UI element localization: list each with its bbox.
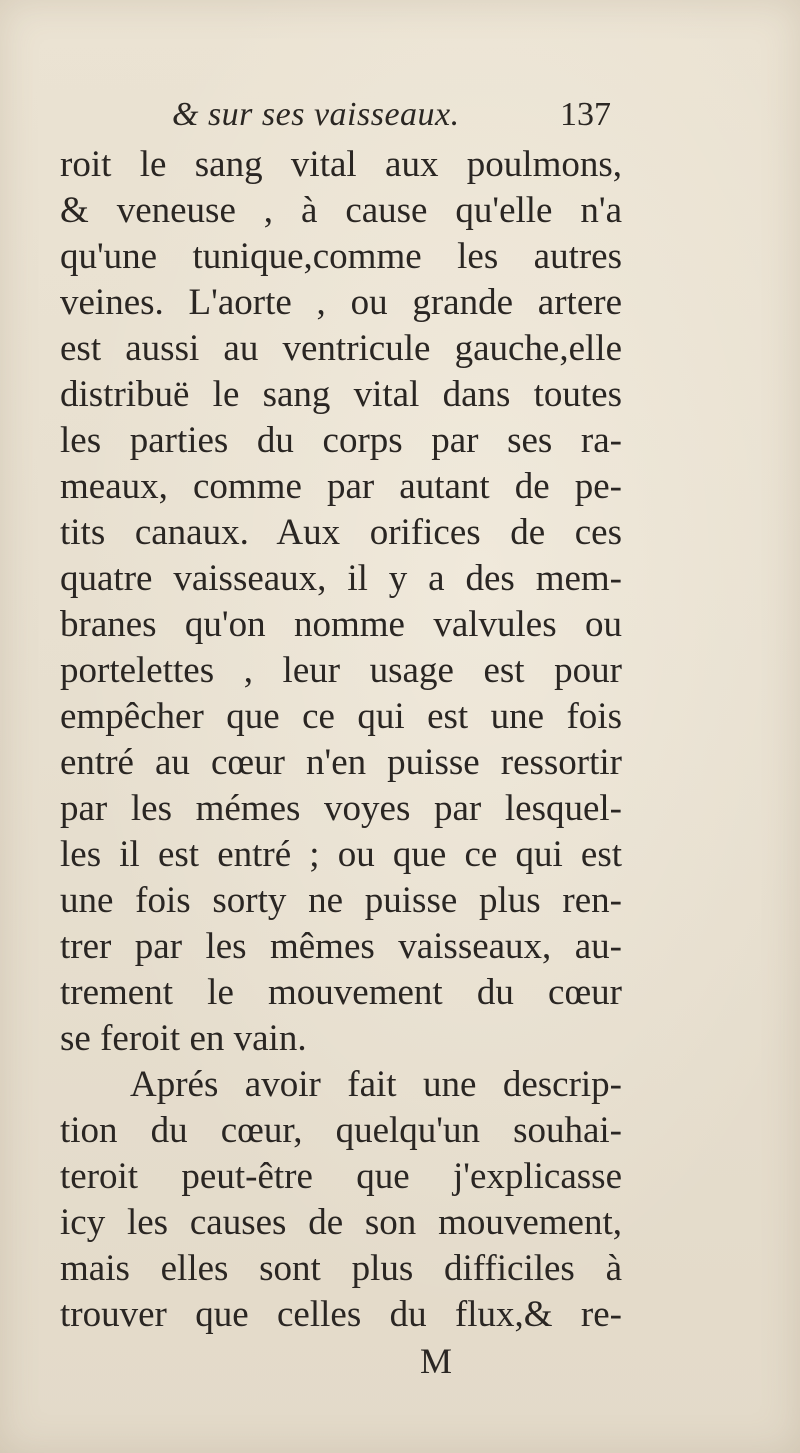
text-line: trement le mouvement du cœur bbox=[60, 972, 622, 1013]
text-line: quatre vaisseaux, il y a des mem- bbox=[60, 558, 622, 599]
text-line: se feroit en vain. bbox=[60, 1018, 307, 1059]
text-line: roit le sang vital aux poulmons, bbox=[60, 144, 622, 185]
text-line: les parties du corps par ses ra- bbox=[60, 420, 622, 461]
page-header bbox=[0, 96, 800, 144]
text-line: tion du cœur, quelqu'un souhai- bbox=[60, 1110, 622, 1151]
text-line: distribuë le sang vital dans toutes bbox=[60, 374, 622, 415]
text-line: Aprés avoir fait une descrip- bbox=[130, 1064, 622, 1105]
text-line: teroit peut-être que j'explicasse bbox=[60, 1156, 622, 1197]
text-line: icy les causes de son mouvement, bbox=[60, 1202, 622, 1243]
page-number: 137 bbox=[560, 96, 611, 133]
text-line: veines. L'aorte , ou grande artere bbox=[60, 282, 622, 323]
text-line: empêcher que ce qui est une fois bbox=[60, 696, 622, 737]
text-line: branes qu'on nomme valvules ou bbox=[60, 604, 622, 645]
text-line: une fois sorty ne puisse plus ren- bbox=[60, 880, 622, 921]
text-line: portelettes , leur usage est pour bbox=[60, 650, 622, 691]
signature-mark: M bbox=[420, 1341, 453, 1381]
text-line: est aussi au ventricule gauche,elle bbox=[60, 328, 622, 369]
text-line: mais elles sont plus difficiles à bbox=[60, 1248, 622, 1289]
text-line: les il est entré ; ou que ce qui est bbox=[60, 834, 622, 875]
text-line: & veneuse , à cause qu'elle n'a bbox=[60, 190, 622, 231]
text-line: tits canaux. Aux orifices de ces bbox=[60, 512, 622, 553]
text-line: trer par les mêmes vaisseaux, au- bbox=[60, 926, 622, 967]
text-line: entré au cœur n'en puisse ressortir bbox=[60, 742, 622, 783]
body-text bbox=[60, 142, 622, 1338]
text-line: trouver que celles du flux,& re- bbox=[60, 1294, 622, 1335]
text-line: qu'une tunique,comme les autres bbox=[60, 236, 622, 277]
text-line: meaux, comme par autant de pe- bbox=[60, 466, 622, 507]
running-title: & sur ses vaisseaux. bbox=[172, 96, 460, 133]
text-line: par les mémes voyes par lesquel- bbox=[60, 788, 622, 829]
